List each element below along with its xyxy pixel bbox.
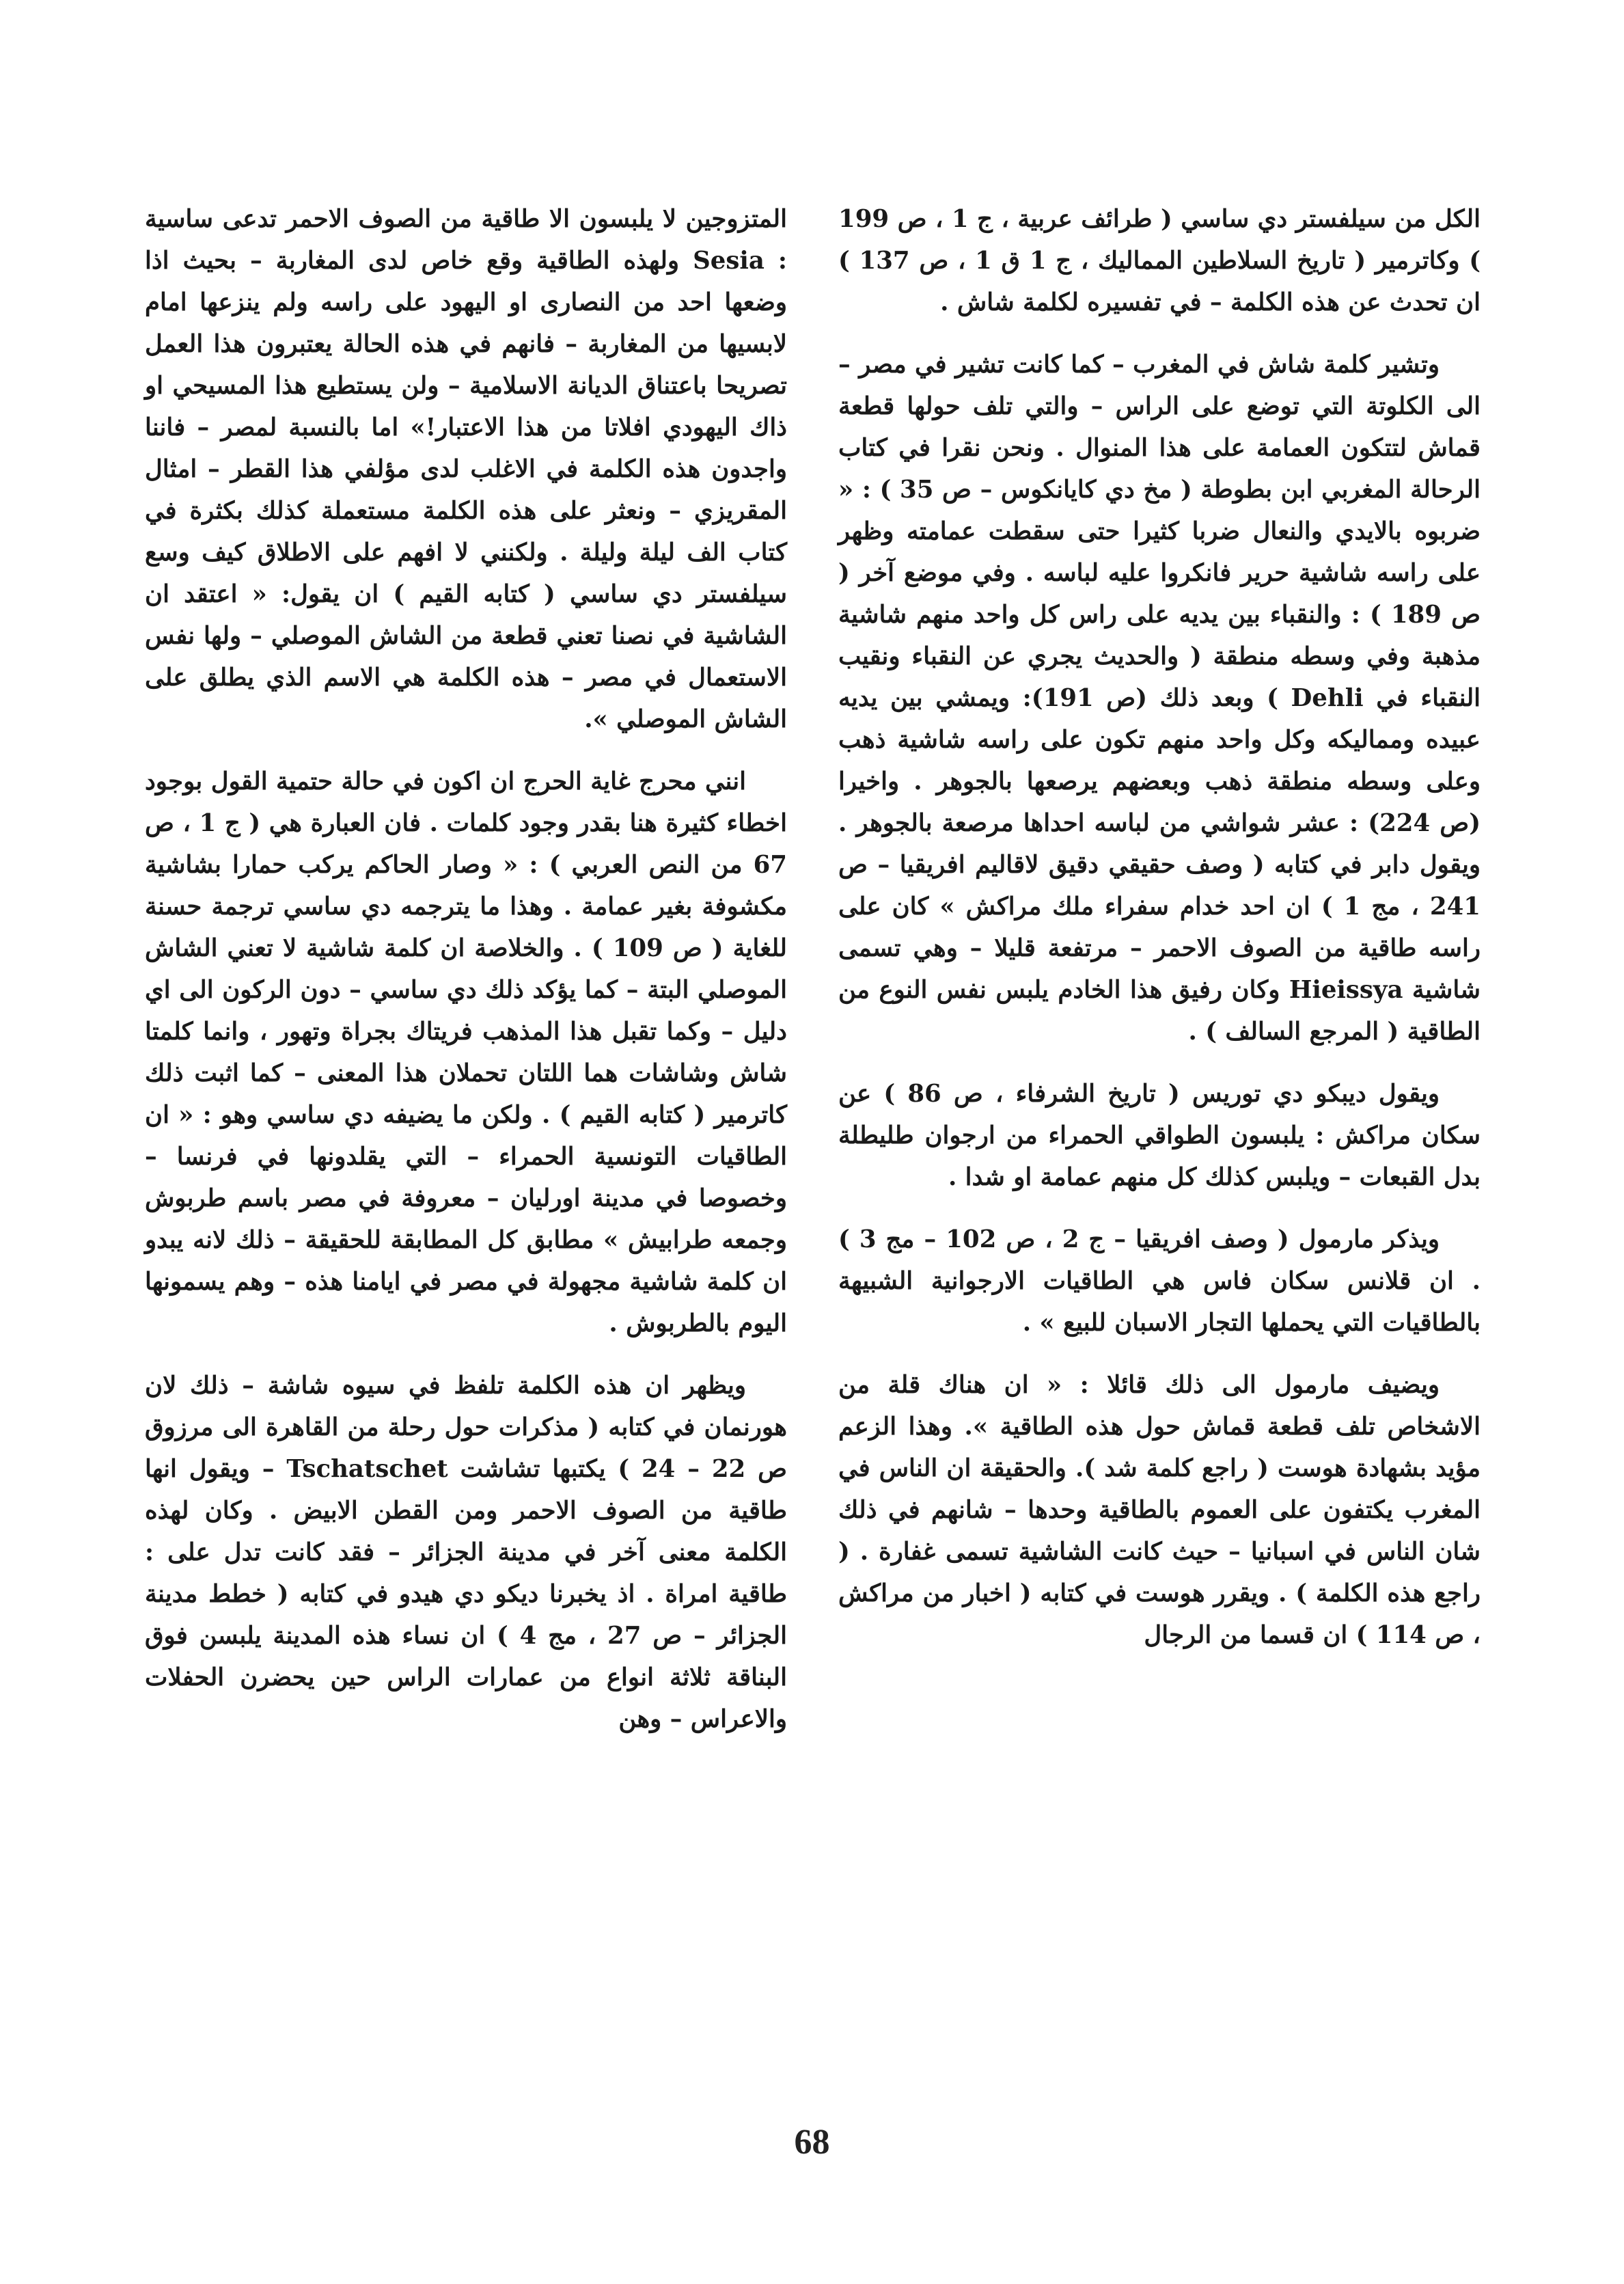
right-column	[838, 198, 1481, 1676]
paragraph: ويضيف مارمول الى ذلك قائلا : « ان هناك قلة من الاشخاص تلف قطعة قماش حول هذه الطاقية ». وهذا الزعم مؤيد بشهادة هوست ( راجع كلمة شد ). والحقيقة ان الناس في المغرب يكتفون على العموم بالطاقية وحدها – شانهم في ذلك شان الناس في اسبانيا – حيث كانت الشاشية تسمى غفارة . ( راجع هذه الكلمة ) . ويقرر هوست في كتابه ( اخبار من مراكش ، ص 114 ) ان قسما من الرجال	[838, 1371, 1481, 1649]
page-number: 68	[794, 2123, 830, 2162]
paragraph: الكل من سيلفستر دي ساسي ( طرائف عربية ، ج 1 ، ص 199 ) وكاترمير ( تاريخ السلاطين المماليك ، ج 1 ق 1 ، ص 137 ) ان تحدث عن هذه الكلمة – في تفسيره لكلمة شاش .	[838, 205, 1481, 316]
paragraph: انني محرج غاية الحرج ان اكون في حالة حتمية القول بوجود اخطاء كثيرة هنا بقدر وجود كلمات . فان العبارة هي ( ج 1 ، ص 67 من النص العربي ) : « وصار الحاكم يركب حمارا بشاشية مكشوفة بغير عمامة . وهذا ما يترجمه دي ساسي ترجمة حسنة للغاية ( ص 109 ) . والخلاصة ان كلمة شاشية لا تعني الشاش الموصلي البتة – كما يؤكد ذلك دي ساسي – دون الركون الى اي دليل – وكما تقبل هذا المذهب فريتاك بجراة وتهور ، وانما كلمتا شاش وشاشات هما اللتان تحملان هذا المعنى – كما اثبت ذلك كاترمير ( كتابه القيم ) . ولكن ما يضيفه دي ساسي وهو : « ان الطاقيات التونسية الحمراء – التي يقلدونها في فرنسا – وخصوصا في مدينة اورليان – معروفة في مصر باسم طربوش وجمعه طرابيش » مطابق كل المطابقة للحقيقة – ذلك لانه يبدو ان كلمة شاشية مجهولة في مصر في ايامنا هذه – وهم يسمونها اليوم بالطربوش .	[145, 767, 787, 1337]
left-column	[145, 198, 787, 1760]
paragraph: ويظهر ان هذه الكلمة تلفظ في سيوه شاشة – ذلك لان هورنمان في كتابه ( مذكرات حول رحلة من القاهرة الى مرزوق ص 22 – 24 ) يكتبها تشاشت Tschatschet – ويقول انها طاقية من الصوف الاحمر ومن القطن الابيض . وكان لهذه الكلمة معنى آخر في مدينة الجزائر – فقد كانت تدل على : طاقية امراة . اذ يخبرنا ديكو دي هيدو في كتابه ( خطط مدينة الجزائر – ص 27 ، مج 4 ) ان نساء هذه المدينة يلبسن فوق البناقة ثلاثة انواع من عمارات الراس حين يحضرن الحفلات والاعراس – وهن	[145, 1372, 788, 1733]
paragraph: ويقول ديبكو دي توريس ( تاريخ الشرفاء ، ص 86 ) عن سكان مراكش : يلبسون الطواقي الحمراء من ارجوان طليطلة بدل القبعات – ويلبس كذلك كل منهم عمامة او شدا .	[838, 1080, 1481, 1191]
paragraph: ويذكر مارمول ( وصف افريقيا – ج 2 ، ص 102 – مج 3 ) . ان قلانس سكان فاس هي الطاقيات الارجوانية الشبيهة بالطاقيات التي يحملها التجار الاسبان للبيع » .	[838, 1225, 1481, 1337]
paragraph: المتزوجين لا يلبسون الا طاقية من الصوف الاحمر تدعى ساسية : Sesia ولهذه الطاقية وقع خاص لدى المغاربة – بحيث اذا وضعها احد من النصارى او اليهود على راسه ولم ينزعها امام لابسيها من المغاربة – فانهم في هذه الحالة يعتبرون هذا العمل تصريحا باعتناق الديانة الاسلامية – ولن يستطيع هذا المسيحي او ذاك اليهودي افلاتا من هذا الاعتبار!» اما بالنسبة لمصر – فاننا واجدون هذه الكلمة في الاغلب لدى مؤلفي هذا القطر – امثال المقريزي – ونعثر على هذه الكلمة مستعملة كذلك بكثرة في كتاب الف ليلة وليلة . ولكنني لا افهم على الاطلاق كيف وسع سيلفستر دي ساسي ( كتابه القيم ) ان يقول: « اعتقد ان الشاشية في نصنا تعني قطعة من الشاش الموصلي – ولها نفس الاستعمال في مصر – هذه الكلمة هي الاسم الذي يطلق على الشاش الموصلي ».	[145, 205, 787, 733]
paragraph: وتشير كلمة شاش في المغرب – كما كانت تشير في مصر – الى الكلوتة التي توضع على الراس – والتي تلف حولها قطعة قماش لتتكون العمامة على هذا المنوال . ونحن نقرا في كتاب الرحالة المغربي ابن بطوطة ( مخ دي كايانكوس – ص 35 ) : « ضربوه بالايدي والنعال ضربا كثيرا حتى سقطت عمامته وظهر على راسه شاشية حرير فانكروا عليه لباسه . وفي موضع آخر ( ص 189 ) : والنقباء بين يديه على راس كل واحد منهم شاشية مذهبة وفي وسطه منطقة ( والحديث يجري عن النقباء ونقيب النقباء في Dehli ) وبعد ذلك (ص 191): ويمشي بين يديه عبيده ومماليكه وكل واحد منهم تكون على راسه شاشية ذهب وعلى وسطه منطقة ذهب وبعضهم يرصعها بالجوهر . واخيرا (ص 224) : عشر شواشي من لباسه احداها مرصعة بالجوهر . ويقول دابر في كتابه ( وصف حقيقي دقيق لاقاليم افريقيا – ص 241 ، مج 1 ) ان احد خدام سفراء ملك مراكش » كان على راسه طاقية من الصوف الاحمر – مرتفعة قليلا – وهي تسمى شاشية Hieissya وكان رفيق هذا الخادم يلبس نفس النوع من الطاقية ( المرجع السالف ) .	[838, 351, 1481, 1046]
